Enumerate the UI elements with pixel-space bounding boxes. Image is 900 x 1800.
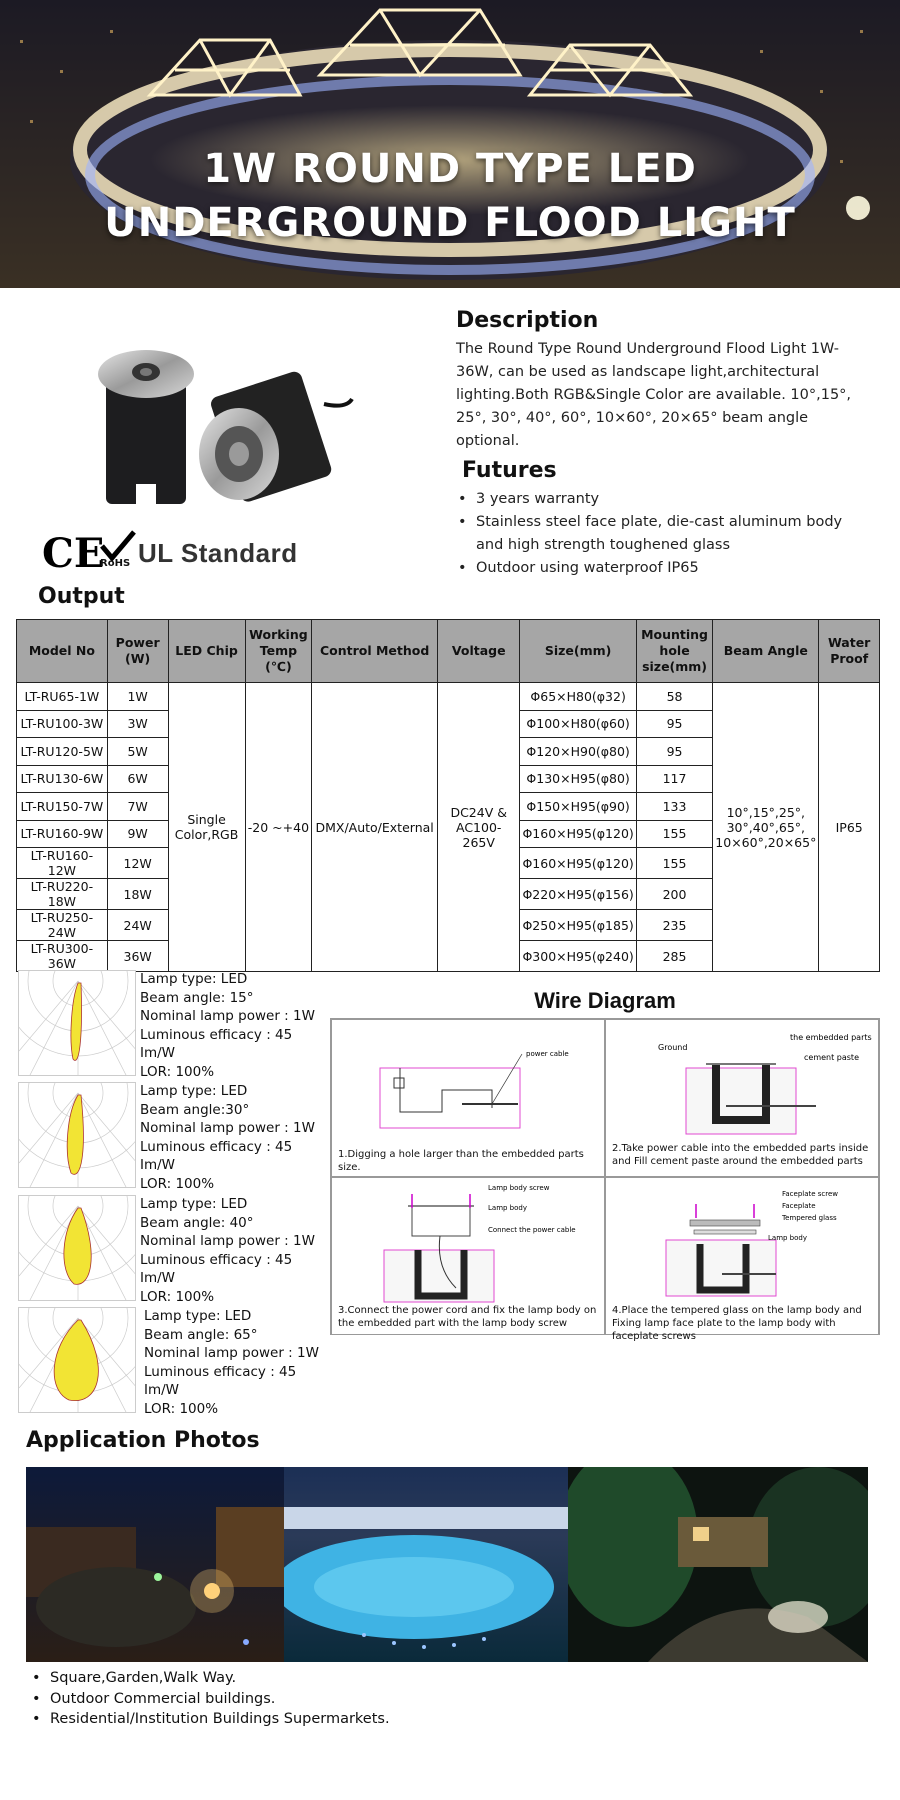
led-chip-cell: Single Color,RGB xyxy=(168,683,245,972)
wire-label: Lamp body xyxy=(488,1204,527,1212)
beam-angle: Beam angle:30° xyxy=(140,1101,250,1118)
wire-diagram xyxy=(330,1018,880,1342)
application-title: Application Photos xyxy=(26,1428,260,1453)
hole-cell: 200 xyxy=(636,879,713,910)
photometry-block xyxy=(18,1307,328,1415)
wire-diagram-title: Wire Diagram xyxy=(534,988,676,1013)
beam-angle: Beam angle: 15° xyxy=(140,989,254,1006)
hole-cell: 95 xyxy=(636,738,713,766)
application-item: • Square,Garden,Walk Way. xyxy=(30,1668,390,1689)
ce-mark: CE xyxy=(42,530,105,577)
rohs-label: RoHS xyxy=(100,558,131,569)
polar-distribution-diagram xyxy=(18,1307,136,1413)
wire-label: Lamp body screw xyxy=(488,1184,550,1192)
beam-angle-cell: 10°,15°,25°, 30°,40°,65°, 10×60°,20×65° xyxy=(713,683,819,972)
lamp-type: Lamp type: LED xyxy=(140,971,248,987)
nominal-power: Nominal lamp power : 1W xyxy=(140,1233,315,1249)
lor: LOR: 100% xyxy=(144,1400,219,1417)
luminous-efficacy: Luminous efficacy : 45 Im/W xyxy=(140,1026,293,1061)
futures-title: Futures xyxy=(462,458,557,483)
spec-table xyxy=(16,619,880,972)
power-cell: 5W xyxy=(107,738,168,766)
wire-label: Connect the power cable xyxy=(488,1226,576,1234)
size-cell: Φ250×H95(φ185) xyxy=(520,910,636,941)
size-cell: Φ150×H95(φ90) xyxy=(520,793,636,821)
lor: LOR: 100% xyxy=(140,1063,215,1080)
power-cell: 24W xyxy=(107,910,168,941)
model-cell: LT-RU160-9W xyxy=(17,820,108,848)
hole-cell: 155 xyxy=(636,820,713,848)
lamp-type: Lamp type: LED xyxy=(140,1083,248,1099)
col-header: Control Method xyxy=(312,620,438,683)
lor: LOR: 100% xyxy=(140,1175,215,1192)
wire-step-caption: 4.Place the tempered glass on the lamp body and Fixing lamp face plate to the lamp body with faceplate screws xyxy=(612,1305,862,1342)
pool-night-photo xyxy=(284,1467,568,1662)
size-cell: Φ65×H80(φ32) xyxy=(520,683,636,711)
hero-banner xyxy=(0,0,900,288)
hole-cell: 58 xyxy=(636,683,713,711)
power-cell: 1W xyxy=(107,683,168,711)
wire-label: Ground xyxy=(658,1043,688,1052)
beam-angle: Beam angle: 40° xyxy=(140,1214,254,1231)
ul-standard-label: UL Standard xyxy=(138,538,298,568)
wire-label: cement paste xyxy=(804,1053,859,1062)
wire-step-caption: 3.Connect the power cord and fix the lamp body on the embedded part with the lamp body screw xyxy=(338,1305,597,1329)
size-cell: Φ220×H95(φ156) xyxy=(520,879,636,910)
photometry-text xyxy=(140,1082,328,1193)
photometry-text xyxy=(140,1195,328,1306)
size-cell: Φ100×H80(φ60) xyxy=(520,710,636,738)
model-cell: LT-RU130-6W xyxy=(17,765,108,793)
lamp-type: Lamp type: LED xyxy=(140,1196,248,1212)
photometry-block xyxy=(18,970,328,1080)
certification-logos xyxy=(42,530,302,577)
application-item: • Residential/Institution Buildings Supermarkets. xyxy=(30,1709,390,1730)
wire-step-4 xyxy=(605,1177,879,1342)
model-cell: LT-RU220-18W xyxy=(17,879,108,910)
luminous-efficacy: Luminous efficacy : 45 Im/W xyxy=(140,1251,293,1286)
polar-distribution-diagram xyxy=(18,1195,136,1301)
model-cell: LT-RU160-12W xyxy=(17,848,108,879)
wire-step-caption: 2.Take power cable into the embedded parts inside and Fill cement paste around the embedded parts xyxy=(612,1143,869,1167)
product-image xyxy=(84,344,354,524)
power-cell: 6W xyxy=(107,765,168,793)
col-header: Size(mm) xyxy=(520,620,636,683)
size-cell: Φ130×H95(φ80) xyxy=(520,765,636,793)
application-list xyxy=(30,1668,390,1730)
wire-label: Faceplate screw xyxy=(782,1190,839,1198)
hole-cell: 155 xyxy=(636,848,713,879)
futures-item: • Outdoor using waterproof IP65 xyxy=(456,557,866,580)
working-temp-cell: -20 ~+40 xyxy=(245,683,312,972)
description-title: Description xyxy=(456,308,599,333)
model-cell: LT-RU300-36W xyxy=(17,941,108,972)
garden-night-photo xyxy=(26,1467,284,1662)
hole-cell: 235 xyxy=(636,910,713,941)
control-method-cell: DMX/Auto/External xyxy=(312,683,438,972)
wire-label: Lamp body xyxy=(768,1234,807,1242)
col-header: Voltage xyxy=(437,620,519,683)
photometry-block xyxy=(18,1082,328,1192)
photometry-text xyxy=(144,1307,328,1418)
hero-title-line1: 1W ROUND TYPE LED xyxy=(203,146,697,192)
polar-distribution-diagram xyxy=(18,970,136,1076)
wire-label: power cable xyxy=(526,1050,569,1058)
model-cell: LT-RU100-3W xyxy=(17,710,108,738)
col-header: Mounting hole size(mm) xyxy=(636,620,713,683)
size-cell: Φ160×H95(φ120) xyxy=(520,848,636,879)
application-photos xyxy=(26,1467,868,1662)
col-header: Power (W) xyxy=(107,620,168,683)
model-cell: LT-RU65-1W xyxy=(17,683,108,711)
model-cell: LT-RU150-7W xyxy=(17,793,108,821)
output-title: Output xyxy=(38,584,125,609)
power-cell: 9W xyxy=(107,820,168,848)
hole-cell: 95 xyxy=(636,710,713,738)
col-header: Water Proof xyxy=(819,620,880,683)
power-cell: 7W xyxy=(107,793,168,821)
nominal-power: Nominal lamp power : 1W xyxy=(140,1120,315,1136)
photometry-block xyxy=(18,1195,328,1305)
wire-label: Tempered glass xyxy=(782,1214,837,1222)
col-header: Model No xyxy=(17,620,108,683)
hole-cell: 285 xyxy=(636,941,713,972)
luminous-efficacy: Luminous efficacy : 45 Im/W xyxy=(140,1138,293,1173)
model-cell: LT-RU250-24W xyxy=(17,910,108,941)
wire-step-3 xyxy=(331,1177,605,1335)
col-header: Beam Angle xyxy=(713,620,819,683)
col-header: LED Chip xyxy=(168,620,245,683)
description-text: The Round Type Round Underground Flood Light 1W-36W, can be used as landscape light,architectural lighting.Both RGB&Single Color are available. 10°,15°, 25°, 30°, 40°, 60°, 10×60°, 20×65° beam angle optional. xyxy=(456,341,852,449)
water-proof-cell: IP65 xyxy=(819,683,880,972)
application-item: • Outdoor Commercial buildings. xyxy=(30,1689,390,1710)
lor: LOR: 100% xyxy=(140,1288,215,1305)
futures-list xyxy=(456,488,866,580)
nominal-power: Nominal lamp power : 1W xyxy=(140,1008,315,1024)
hero-title-line2: UNDERGROUND FLOOD LIGHT xyxy=(104,200,796,246)
table-header-row xyxy=(17,620,880,683)
size-cell: Φ300×H95(φ240) xyxy=(520,941,636,972)
wire-label: Faceplate xyxy=(782,1202,816,1210)
wire-step-caption: 1.Digging a hole larger than the embedded parts size. xyxy=(338,1149,584,1173)
luminous-efficacy: Luminous efficacy : 45 Im/W xyxy=(144,1363,297,1398)
model-cell: LT-RU120-5W xyxy=(17,738,108,766)
wire-step-1 xyxy=(331,1019,605,1177)
lamp-type: Lamp type: LED xyxy=(144,1308,252,1324)
power-cell: 12W xyxy=(107,848,168,879)
power-cell: 3W xyxy=(107,710,168,738)
photometry-text xyxy=(140,970,328,1081)
futures-item: • 3 years warranty xyxy=(456,488,866,511)
wire-label: the embedded parts xyxy=(790,1033,872,1042)
table-row xyxy=(17,683,880,711)
size-cell: Φ160×H95(φ120) xyxy=(520,820,636,848)
walkway-night-photo xyxy=(568,1467,868,1662)
col-header: Working Temp (℃) xyxy=(245,620,312,683)
polar-distribution-diagram xyxy=(18,1082,136,1188)
hole-cell: 117 xyxy=(636,765,713,793)
voltage-cell: DC24V & AC100-265V xyxy=(437,683,519,972)
power-cell: 18W xyxy=(107,879,168,910)
power-cell: 36W xyxy=(107,941,168,972)
futures-item: • Stainless steel face plate, die-cast aluminum body and high strength toughened glass xyxy=(456,511,866,557)
hole-cell: 133 xyxy=(636,793,713,821)
wire-step-2 xyxy=(605,1019,879,1177)
size-cell: Φ120×H90(φ80) xyxy=(520,738,636,766)
nominal-power: Nominal lamp power : 1W xyxy=(144,1345,319,1361)
beam-angle: Beam angle: 65° xyxy=(144,1326,258,1343)
